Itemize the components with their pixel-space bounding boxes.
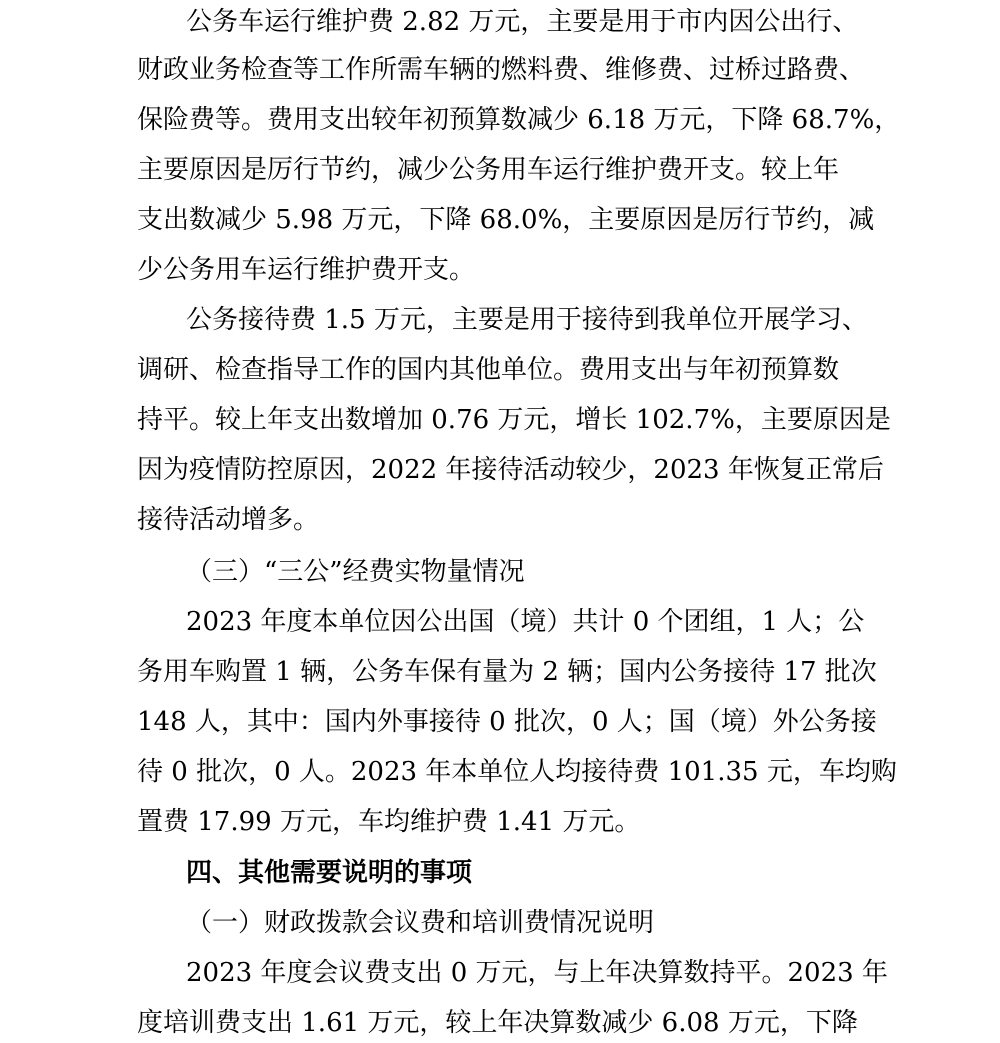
paragraph-line: 公务车运行维护费 2.82 万元，主要是用于市内因公出行、 [186, 7, 859, 37]
paragraph-line: 因为疫情防控原因，2022 年接待活动较少，2023 年恢复正常后 [137, 455, 884, 485]
paragraph-line: 务用车购置 1 辆，公务车保有量为 2 辆；国内公务接待 17 批次 [137, 657, 877, 687]
section-heading: （一）财政拨款会议费和培训费情况说明 [186, 908, 655, 938]
paragraph-line: 待 0 批次，0 人。2023 年本单位人均接待费 101.35 元，车均购 [137, 757, 897, 787]
paragraph-line: 148 人，其中：国内外事接待 0 批次，0 人；国（境）外公务接 [137, 707, 877, 737]
chapter-heading: 四、其他需要说明的事项 [186, 858, 473, 888]
paragraph-line: 持平。较上年支出数增加 0.76 万元，增长 102.7%，主要原因是 [137, 405, 891, 435]
section-heading: （三）“三公”经费实物量情况 [186, 557, 525, 587]
paragraph-line: 公务接待费 1.5 万元，主要是用于接待到我单位开展学习、 [186, 305, 868, 335]
paragraph-line: 置费 17.99 万元，车均维护费 1.41 万元。 [137, 807, 641, 837]
paragraph-line: 接待活动增多。 [137, 505, 320, 535]
paragraph-line: 主要原因是厉行节约，减少公务用车运行维护费开支。较上年 [137, 155, 840, 185]
paragraph-line: 2023 年度会议费支出 0 万元，与上年决算数持平。2023 年 [186, 958, 888, 988]
paragraph-line: 少公务用车运行维护费开支。 [137, 255, 476, 285]
paragraph-line: 调研、检查指导工作的国内其他单位。费用支出与年初预算数 [137, 355, 840, 385]
paragraph-line: 度培训费支出 1.61 万元，较上年决算数减少 6.08 万元，下降 [137, 1008, 858, 1038]
paragraph-line: 支出数减少 5.98 万元，下降 68.0%，主要原因是厉行节约，减 [137, 205, 875, 235]
paragraph-line: 2023 年度本单位因公出国（境）共计 0 个团组，1 人；公 [186, 607, 865, 637]
paragraph-line: 财政业务检查等工作所需车辆的燃料费、维修费、过桥过路费、 [137, 55, 866, 85]
paragraph-line: 保险费等。费用支出较年初预算数减少 6.18 万元，下降 68.7%， [137, 105, 901, 135]
